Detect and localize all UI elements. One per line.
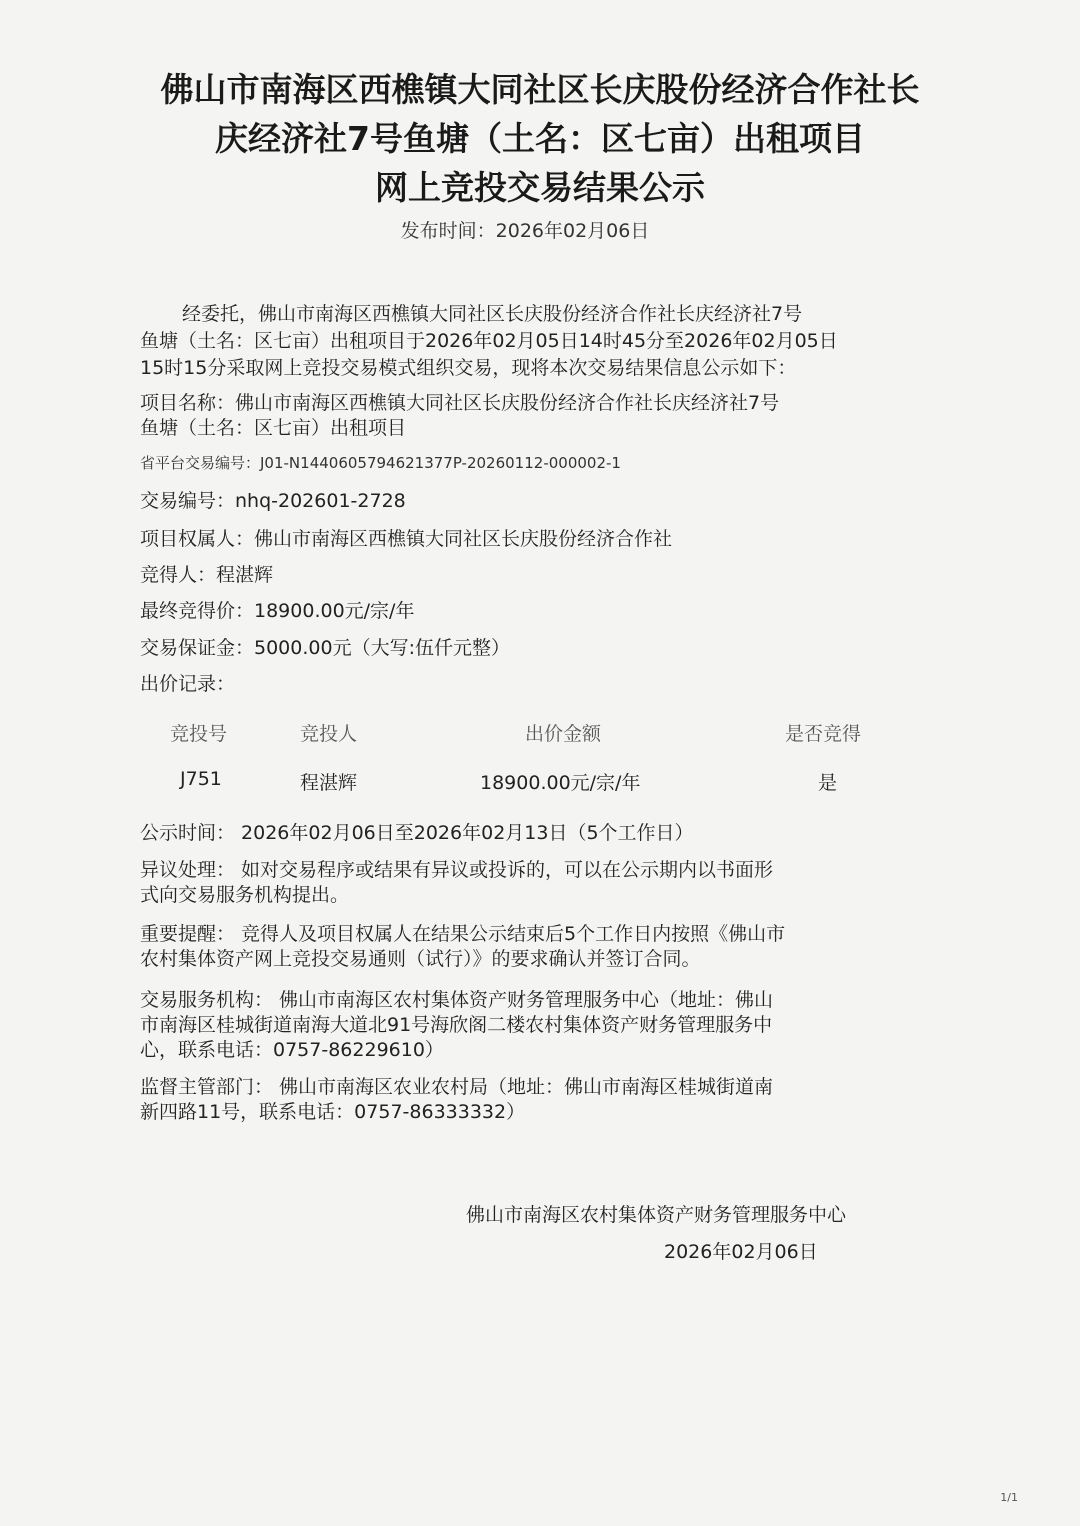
intro-line-3: 15时15分采取网上竞投交易模式组织交易，现将本次交易结果信息公示如下：	[140, 357, 797, 379]
title-line-3: 网上竞投交易结果公示	[375, 168, 705, 207]
intro-line-1: 经委托，佛山市南海区西樵镇大同社区长庆股份经济合作社长庆经济社7号	[182, 303, 803, 325]
agency-line-2: 市南海区桂城街道南海大道北91号海欣阁二楼农村集体资产财务管理服务中	[140, 1014, 773, 1036]
bid-table-header-won: 是否竞得	[785, 723, 862, 745]
title-line-1: 佛山市南海区西樵镇大同社区长庆股份经济合作社长	[160, 70, 920, 109]
signature-org: 佛山市南海区农村集体资产财务管理服务中心	[466, 1204, 847, 1226]
platform-trade-number: 省平台交易编号：J01-N1440605794621377P-20260112-000002-1	[140, 454, 621, 472]
bid-table-cell-bidder: 程湛辉	[300, 772, 358, 794]
bid-table-cell-bid-no: J751	[180, 768, 222, 790]
notice-period: 公示时间： 2026年02月06日至2026年02月13日（5个工作日）	[140, 822, 694, 844]
bid-table-header-bidder: 竞投人	[300, 723, 358, 745]
title-line-2: 庆经济社7号鱼塘（土名：区七亩）出租项目	[215, 119, 865, 158]
objection-line-1: 异议处理： 如对交易程序或结果有异议或投诉的，可以在公示期内以书面形	[140, 859, 774, 881]
supervisor-line-1: 监督主管部门： 佛山市南海区农业农村局（地址：佛山市南海区桂城街道南	[140, 1076, 774, 1098]
deposit: 交易保证金：5000.00元（大写:伍仟元整）	[140, 637, 510, 659]
agency-line-1: 交易服务机构： 佛山市南海区农村集体资产财务管理服务中心（地址：佛山	[140, 989, 774, 1011]
supervisor-line-2: 新四路11号，联系电话：0757-86333332）	[140, 1101, 526, 1123]
intro-line-2: 鱼塘（土名：区七亩）出租项目于2026年02月05日14时45分至2026年02月05日	[140, 330, 838, 352]
bid-table-header-bid-no: 竞投号	[170, 723, 228, 745]
publish-date: 发布时间：2026年02月06日	[400, 220, 650, 242]
agency-line-3: 心，联系电话：0757-86229610）	[140, 1039, 444, 1061]
reminder-line-1: 重要提醒： 竞得人及项目权属人在结果公示结束后5个工作日内按照《佛山市	[140, 923, 786, 945]
bid-table-header-amount: 出价金额	[525, 723, 602, 745]
final-price: 最终竞得价：18900.00元/宗/年	[140, 600, 415, 622]
page-number: 1/1	[1000, 1491, 1018, 1504]
bid-table-cell-won: 是	[818, 772, 838, 794]
objection-line-2: 式向交易服务机构提出。	[140, 884, 350, 906]
project-name-line-2: 鱼塘（土名：区七亩）出租项目	[140, 417, 407, 439]
trade-number: 交易编号：nhq-202601-2728	[140, 490, 406, 512]
bid-record-label: 出价记录：	[140, 673, 236, 695]
bid-table-cell-amount: 18900.00元/宗/年	[480, 772, 641, 794]
project-owner: 项目权属人：佛山市南海区西樵镇大同社区长庆股份经济合作社	[140, 528, 673, 550]
project-name-line-1: 项目名称：佛山市南海区西樵镇大同社区长庆股份经济合作社长庆经济社7号	[140, 392, 780, 414]
winner: 竞得人：程湛辉	[140, 564, 274, 586]
signature-date: 2026年02月06日	[664, 1241, 818, 1263]
reminder-line-2: 农村集体资产网上竞投交易通则（试行）》的要求确认并签订合同。	[140, 948, 701, 970]
